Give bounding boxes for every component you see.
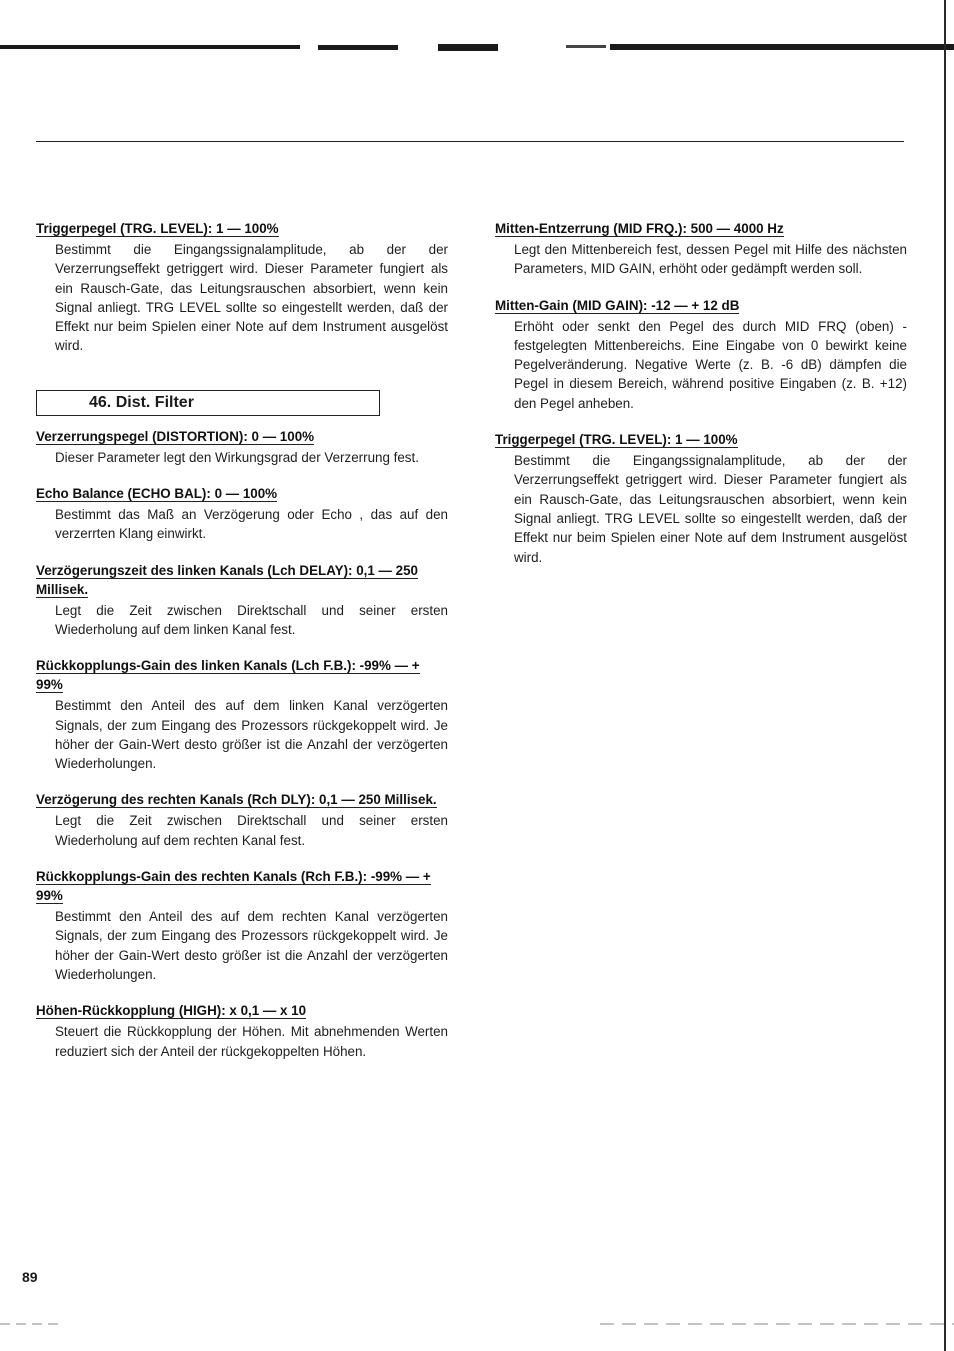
right-column [495, 219, 907, 567]
param-body: Bestimmt den Anteil des auf dem linken Kanal verzögerten Signals, der zum Eingang des Prozessors rückgekoppelt wird. Je höher der Gain-Wert desto größer ist die Anzahl der verzögerten Wiederholungen. [55, 698, 448, 772]
param-heading: Triggerpegel (TRG. LEVEL): 1 — 100% [495, 432, 738, 448]
section-title: 46. Dist. Filter [36, 390, 380, 416]
param-mid-gain [495, 296, 907, 413]
param-body: Bestimmt den Anteil des auf dem rechten Kanal verzögerten Signals, der zum Eingang des Prozessors rückgekoppelt wird. Je höher der Gain-Wert desto größer ist die Anzahl der verzögerten Wiederholungen. [55, 909, 448, 982]
param-heading: Rückkopplungs-Gain des linken Kanals (Lch F.B.): -99% — + 99% [36, 658, 420, 693]
param-rch-dly [36, 790, 448, 850]
param-body: Bestimmt das Maß an Verzögerung oder Echo , das auf den verzerrten Klang einwirkt. [55, 507, 448, 542]
param-distortion [36, 427, 448, 467]
param-rch-fb [36, 867, 448, 984]
param-body: Legt die Zeit zwischen Direktschall und seiner ersten Wiederholung auf dem linken Kanal fest. [55, 602, 448, 637]
left-column [36, 219, 448, 1061]
param-heading: Triggerpegel (TRG. LEVEL): 1 — 100% [36, 221, 279, 236]
param-heading: Mitten-Entzerrung (MID FRQ.): 500 — 4000 Hz [495, 221, 784, 236]
header-rule [36, 141, 904, 142]
param-heading: Verzögerungszeit des linken Kanals (Lch DELAY): 0,1 — 250 Millisek. [36, 562, 418, 597]
param-trg-level-right [495, 430, 907, 567]
page-number: 89 [22, 1269, 38, 1285]
param-lch-fb [36, 656, 448, 773]
param-lch-delay [36, 561, 448, 640]
page-edge-line [944, 0, 946, 1351]
footer-rule-decoration [0, 1323, 954, 1325]
param-body: Bestimmt die Eingangssignalamplitude, ab der der Verzerrungseffekt getriggert wird. Dieser Parameter fungiert als ein Rausch-Gate, das Leitungsrauschen absorbiert, wenn kein Signal anliegt. TRG LEVEL sollte so eingestellt werden, daß der Effekt nur beim Spielen einer Note auf dem Instrument ausgelöst wird. [55, 242, 448, 354]
param-high [36, 1001, 448, 1061]
param-heading: Verzerrungspegel (DISTORTION): 0 — 100% [36, 428, 315, 444]
param-heading: Verzögerung des rechten Kanals (Rch DLY): 0,1 — 250 Millisek. [36, 792, 437, 808]
param-heading: Echo Balance (ECHO BAL): 0 — 100% [36, 486, 278, 502]
param-body: Steuert die Rückkopplung der Höhen. Mit abnehmenden Werten reduziert sich der Anteil der rückgekoppelten Höhen. [55, 1024, 448, 1059]
param-body: Dieser Parameter legt den Wirkungsgrad der Verzerrung fest. [55, 449, 419, 465]
param-trg-level-left [36, 219, 448, 356]
param-body: Erhöht oder senkt den Pegel des durch MID FRQ (oben) - festgelegten Mittenbereichs. Eine Eingabe von 0 bewirkt keine Pegelveränderung. Negative Werte (z. B. -6 dB) dämpfen die Pegel in diesem Bereich, während positive Eingaben (z. B. +12) den Pegel anheben. [514, 318, 907, 411]
param-body: Legt die Zeit zwischen Direktschall und seiner ersten Wiederholung auf dem rechten Kanal fest. [55, 813, 448, 848]
header-bar-decoration [0, 44, 954, 52]
param-heading: Höhen-Rückkopplung (HIGH): x 0,1 — x 10 [36, 1003, 307, 1019]
param-mid-frq [495, 219, 907, 279]
param-body: Legt den Mittenbereich fest, dessen Pegel mit Hilfe des nächsten Parameters, MID GAIN, erhöht oder gedämpft werden soll. [514, 242, 907, 277]
param-heading: Rückkopplungs-Gain des rechten Kanals (Rch F.B.): -99% — + 99% [36, 869, 431, 904]
param-body: Bestimmt die Eingangssignalamplitude, ab der der Verzerrungseffekt getriggert wird. Dieser Parameter fungiert als ein Rausch-Gate, das Leitungsrauschen absorbiert, wenn kein Signal anliegt. TRG LEVEL sollte so eingestellt werden, daß der Effekt nur beim Spielen einer Note auf dem Instrument ausgelöst wird. [514, 453, 907, 565]
param-heading: Mitten-Gain (MID GAIN): -12 — + 12 dB [495, 297, 740, 313]
param-echo-bal [36, 484, 448, 544]
